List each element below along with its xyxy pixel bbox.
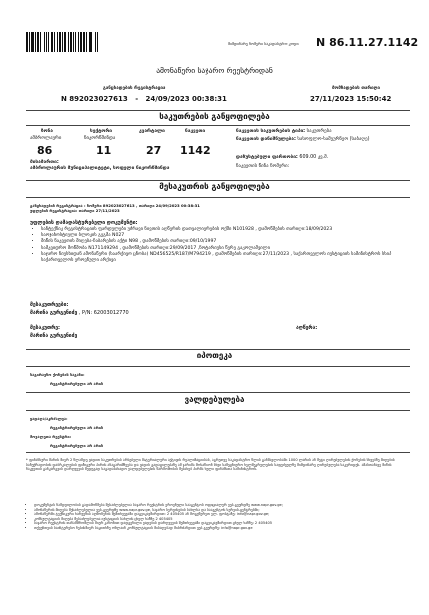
footer-bullet-item: • ამონაწერში ტექნიკური ხარვეზის აღმოჩენის შემთხვევაში დაგვიკავშირდით: 2 405405 ან მოგვწერეთ ელ. ფოსტაზე: info@napr.gov.ge; — [34, 512, 418, 517]
prep-date-label: მომზადების თარიღი — [332, 86, 380, 91]
basis-document-item: • სამკვიდრო მოწმობა N171149294 , დამოწმების თარიღი:29/09/2017 ,ნოტარიუსი წერე გაკოლამვილი — [41, 246, 421, 252]
property-section-title: საკუთრების განყოფილება — [159, 112, 270, 121]
land-function-value: სასოფლო-სამეურნეო (საბაღე) — [297, 137, 370, 142]
parcel-number: 1142 — [180, 144, 211, 157]
divider — [26, 410, 410, 411]
application-sep: - — [135, 95, 139, 103]
zone-value: ამბროლაური — [30, 136, 62, 141]
application-datetime: 24/09/2023 00:38:31 — [145, 95, 227, 103]
mortgage-not-registered: რეგისტრირებული არ არის — [50, 381, 104, 386]
cadastral-code-label: მიმდინარე ნომერი საკადასტრო კოდი — [228, 41, 299, 46]
divider — [26, 110, 410, 111]
obligations-section-title: ვალდებულება — [184, 395, 245, 404]
quarter-number: 27 — [146, 144, 162, 157]
basis-document-item: • საოჯახოსტიული ბლოკის გეგმა N027 — [41, 233, 421, 239]
owner-right-reg-line: უფლების რეგისტრაცია: თარიღი 27/11/2023 — [30, 208, 120, 213]
divider — [26, 366, 410, 367]
ownership-type-value: საკუთრება — [306, 129, 332, 134]
application-number-label: განცხადების რეგისტრაცია — [103, 86, 166, 91]
divider — [26, 452, 410, 453]
debtor-registry-label: მოვალეთა რეესტრი: — [30, 434, 72, 439]
footer-bullets — [26, 503, 418, 531]
sector-number: 11 — [96, 144, 112, 157]
mortgage-subject-label: საგირავნო ქონების საგანი: — [30, 372, 85, 377]
owners-label: მესაკუთრეები: — [30, 302, 69, 308]
footer-bullet-item: • კონსულტაციის მიღება შესაძლებელია იუსტიციის სახლის ცხელ ხაზზე 2 405405 — [34, 517, 418, 522]
sector-value: ნიკორწმინდა — [84, 136, 116, 141]
basis-documents-list — [32, 227, 421, 264]
mortgage-section-title: იპოთეკა — [196, 351, 233, 360]
divider — [26, 125, 410, 126]
footer-bullet-item: • ამონაწერის მიღება შესაძლებელია ვებ-გვერდზე www.napr.gov.ge, საჯარო სერვისების სახლსა და სააგენტოს სერვის-ცენტრებში; — [34, 508, 418, 513]
seizure-label: ყადაღა/აკრძალვა: — [30, 416, 68, 421]
address-value: ამბროლაურის მუნიციპალიტეტი, სოფელი ნიკორწმინდა — [30, 166, 170, 171]
quarter-label: კვარტალი — [139, 129, 165, 134]
debtor-not-registered: რეგისტრირებული არ არის — [50, 443, 104, 448]
footer-note: * ფინანსური მარის მიერ 2 წლამდე ვადით საკუთრების არსებული მატერიალური აქტივის რეალიზაციისას, აგრეთვე საკადასტრო წლის განმავლობაში 1000 ლარის ან მეტი ღირებულების ქონების სხვებზე მიღების საჩუქრადობის დაბრკალების ფიზიკური პირის ანაგარიშზეება და ვადის გადაცილებაზე ამ ჯარიმა მოსაწიონ სხვი სამეცნიერო ხელშეკრულების საფუძველზე მიმდინარე ღირებულება საკვრიდეს. ამასთანავე მიწის ნაკვეთის განკარგვის დარღვევის შედეგად საგადასახადო ვალდებულების წარმოშობის შესახებ პირმა ხელი ფინანსთა სამინისტროს. — [26, 458, 395, 472]
footer-bullet-item: • თქვენთვის საინტერესო ნებისმიერ საკითხზე ონლაინ კონსულტაციის მისაღებად მიბრძანდით ვებ-გვერდზე: info@napr.gov.ge — [34, 526, 418, 531]
seizure-not-registered: რეგისტრირებული არ არის — [50, 425, 104, 430]
barcode — [26, 32, 122, 52]
divider — [26, 349, 410, 350]
sector-label: სექტორი — [90, 129, 112, 134]
footer-bullet-item: • საჯარო რეესტრის თანამშრომლის მიერ კანონით დადგენილი ვადების დარღვევის შემთხვევაში დაგვიკავშირდით ცხელ ხაზზე: 2 405405 — [34, 521, 418, 526]
zone-number: 86 — [37, 144, 53, 157]
ownership-type — [236, 129, 332, 134]
basis-document-item: • მიწის ნაკვეთის მიღება-ჩაბარების აქტი N98 , დამოწმების თარიღი:09/10/1997 — [41, 239, 421, 245]
description-label: აღწერა: — [296, 325, 318, 331]
owner-personal-id: , P/N: 62003012770 — [78, 310, 129, 316]
previous-number-label: ნაკვეთის წინა ნომერი: — [236, 164, 290, 169]
barcode-bar — [98, 32, 99, 52]
holder-name: მარინა გურგენიძე — [30, 333, 78, 339]
cadastral-number: 86.11.27.1142 — [329, 36, 419, 49]
address-label: მისამართი: — [30, 160, 59, 165]
divider — [26, 392, 410, 393]
application-number — [61, 95, 227, 103]
cadastral-prefix: N — [316, 36, 326, 49]
prep-date: 27/11/2023 15:50:42 — [310, 95, 392, 103]
basis-document-item: • სანტექნიკ რეგისტრაციის ფარდულები უძრავი ნივთის აღწერის დათვალიერების ოქმი N101928 , დამოწმების თარიღი:18/09/2023 — [41, 227, 421, 233]
owner-reg-line: განცხადების რეგისტრაცია : ნომერი 892023027613 , თარიღი 24/09/2023 00:38:31 — [30, 203, 200, 208]
application-id: N 892023027613 — [61, 95, 128, 103]
land-function — [236, 137, 369, 142]
basis-title: უფლების დამადასტურებელი დოკუმენტი: — [30, 220, 138, 226]
registry-title: ამონაწერი საჯარო რეესტრიდან — [156, 66, 273, 75]
owner-entry — [30, 310, 129, 316]
owner-section-title: მესაკუთრის განყოფილება — [159, 182, 270, 191]
footer-bullet-item: • დოკუმენტის ნამდვილობის გადამოწმება შესაძლებელია საჯარო რეესტრის ეროვნული სააგენტოს ოფიციალურ ვებ-გვერდზე www.napr.gov.ge; — [34, 503, 418, 508]
divider — [26, 180, 410, 181]
area — [236, 155, 328, 160]
holder-label: მესაკუთრე: — [30, 325, 60, 331]
divider — [26, 197, 410, 198]
cadastral-code — [316, 36, 418, 49]
parcel-label: ნაკვეთი — [185, 129, 206, 134]
zone-label: ზონა — [41, 129, 53, 134]
owner-name: მარინა გურგენიძე — [30, 310, 78, 316]
area-value: 609.00 კვ.მ. — [299, 155, 329, 160]
area-label: დაზუსტებული ფართობი: — [236, 155, 298, 160]
land-function-label: ნაკვეთის დანიშნულება: — [236, 137, 296, 142]
ownership-type-label: ნაკვეთის საკუთრების ტიპი: — [236, 129, 306, 134]
basis-document-item: • საჯარო ნიუსხიდან ამონაწერი (საარქივო ცნობა) ND456525/R187/M794219 , დამოწმების თარიღი:27/11/2023 , საქართველოს იუსტიციის სამინისტროს სსიპ საქართველოს ეროვნული არქივი — [41, 252, 421, 264]
